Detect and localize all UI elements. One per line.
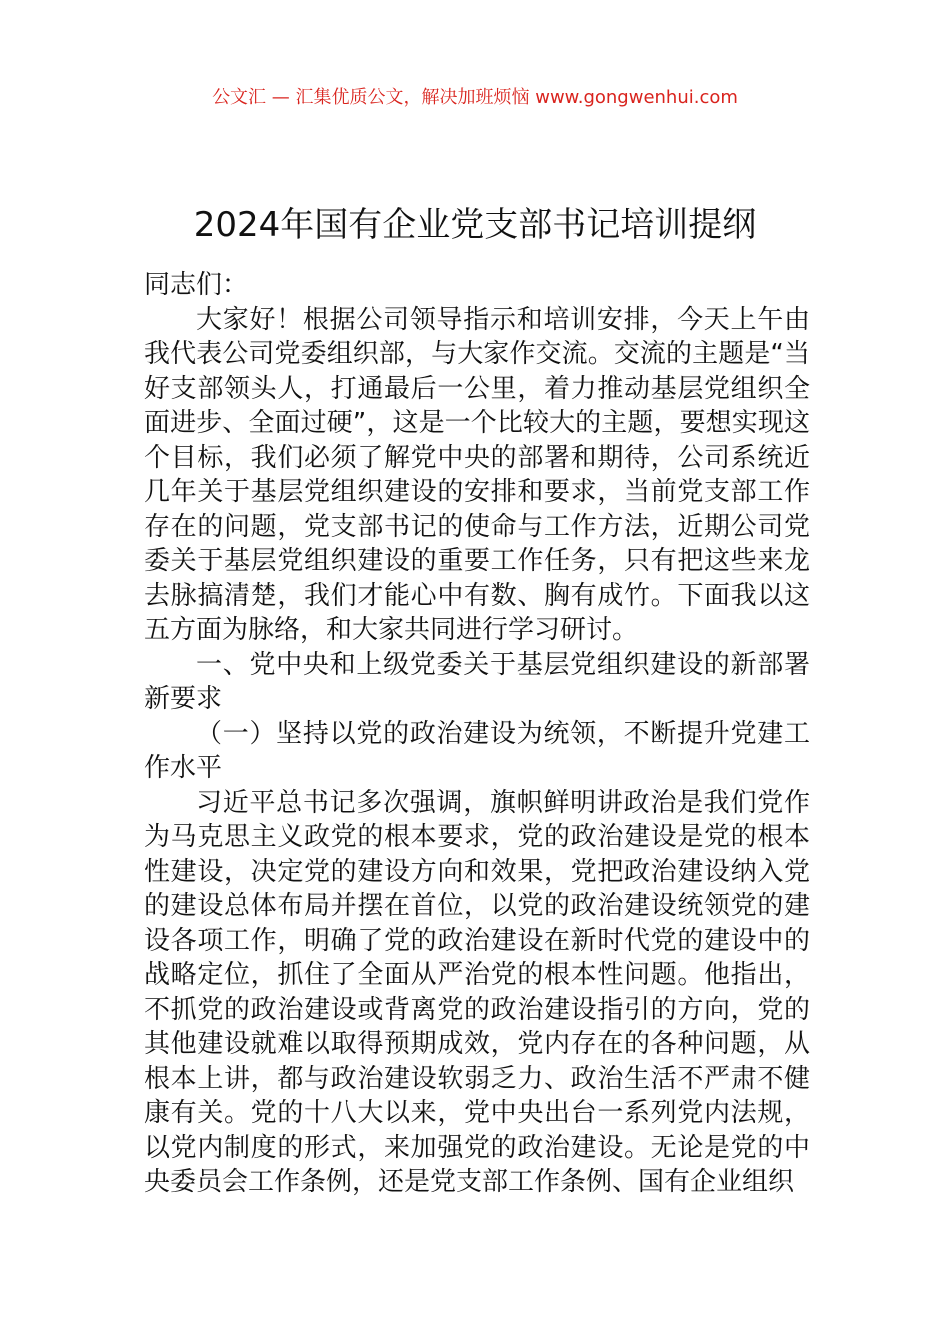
paragraph-intro: 大家好！根据公司领导指示和培训安排，今天上午由我代表公司党委组织部，与大家作交流。交流的主题是“当好支部领头人，打通最后一公里，着力推动基层党组织全面进步、全面过硬”，这是一个比较大的主题，要想实现这个目标，我们必须了解党中央的部署和期待，公司系统近几年关于基层党组织建设的安排和要求，当前党支部工作存在的问题，党支部书记的使命与工作方法，近期公司党委关于基层党组织建设的重要工作任务，只有把这些来龙去脉搞清楚，我们才能心中有数、胸有成竹。下面我以这五方面为脉络，和大家共同进行学习研讨。 bbox=[144, 304, 810, 645]
salutation: 同志们： bbox=[144, 270, 249, 300]
subsection-heading-1: （一）坚持以党的政治建设为统领，不断提升党建工作水平 bbox=[144, 718, 810, 783]
document-title: 2024年国有企业党支部书记培训提纲 bbox=[193, 204, 757, 245]
paragraph-body-1: 习近平总书记多次强调，旗帜鲜明讲政治是我们党作为马克思主义政党的根本要求，党的政治建设是党的根本性建设，决定党的建设方向和效果，党把政治建设纳入党的建设总体布局并摆在首位，以党的政治建设统领党的建设各项工作，明确了党的政治建设在新时代党的建设中的战略定位，抓住了全面从严治党的根本性问题。他指出，不抓党的政治建设或背离党的政治建设指引的方向，党的其他建设就难以取得预期成效，党内存在的各种问题，从根本上讲，都与政治建设软弱乏力、政治生活不严肃不健康有关。党的十八大以来，党中央出台一系列党内法规，以党内制度的形式，来加强党的政治建设。无论是党的中央委员会工作条例，还是党支部工作条例、国有企业组织 bbox=[144, 787, 810, 1197]
section-heading-1: 一、党中央和上级党委关于基层党组织建设的新部署新要求 bbox=[144, 649, 810, 714]
document-body bbox=[144, 268, 810, 1200]
watermark-header: 公文汇 — 汇集优质公文，解决加班烦恼 www.gongwenhui.com bbox=[212, 87, 738, 108]
